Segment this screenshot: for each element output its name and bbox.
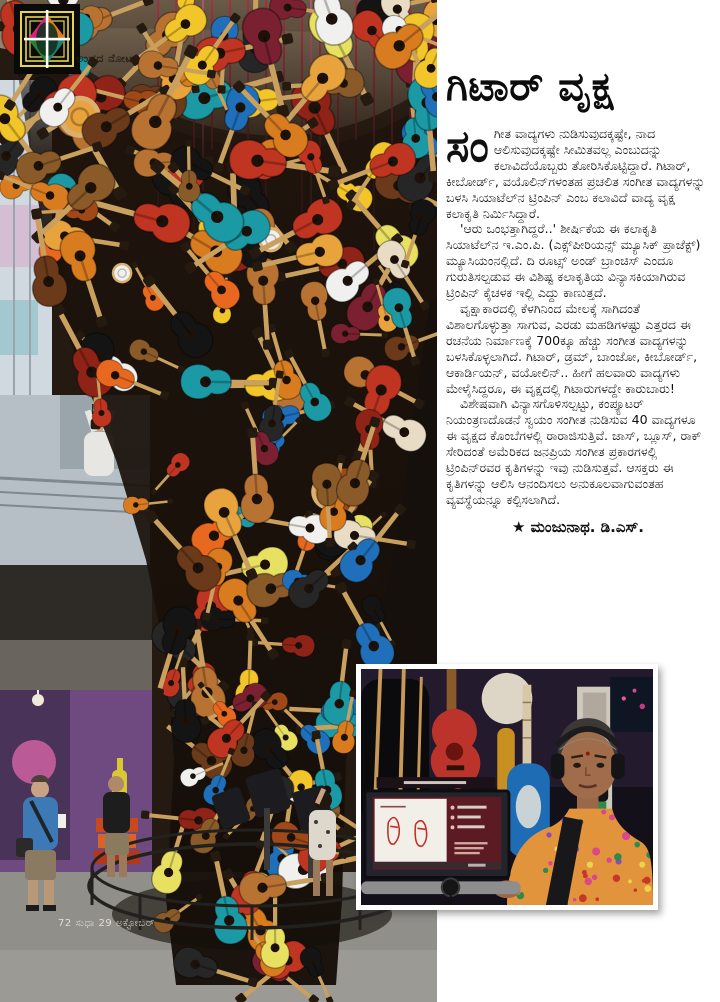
inset-photo-art	[361, 669, 653, 905]
dress-flower-dot	[609, 814, 615, 820]
dress-flower-dot	[628, 880, 632, 884]
article-column	[446, 64, 710, 536]
section-logo	[14, 4, 80, 74]
audio-knob[interactable]	[442, 878, 460, 896]
kiosk-monitor	[361, 777, 521, 905]
dress-flower-dot	[595, 897, 599, 901]
dress-flower-dot	[639, 862, 645, 868]
dress-flower-dot	[585, 878, 592, 885]
dress-flower-dot	[543, 868, 548, 873]
page-footer: 72 ಸುಧಾ 29 ಅಕ್ಟೋಬರ್	[58, 918, 155, 929]
page-title: ಗಿಟಾರ್ ವೃಕ್ಷ	[446, 64, 614, 110]
paragraph-1	[446, 121, 710, 221]
article-body	[446, 121, 710, 508]
byline: ★ ಮಂಜುನಾಥ. ಡಿ.ಎಸ್.	[512, 517, 644, 536]
dress-flower-dot	[645, 885, 652, 892]
dress-flower-dot	[546, 832, 551, 837]
dress-flower-dot	[606, 857, 611, 863]
dress-flower-dot	[614, 853, 622, 861]
paragraph-4: ವಿಶೇಷವಾಗಿ ವಿನ್ಯಾಸಗೊಳಿಸಲ್ಪಟ್ಟು, ಕಂಪ್ಯೂಟರ್ ನಿಯಂತ್ರಣದೊಡನೆ ಸ್ವಯಂ ಸಂಗೀತ ನುಡಿಸುವ 40 ವಾದ್ಯಗಳೂ ಈ ವೃಕ್ಷದ ಕೊಂಬೆಗಳಲ್ಲಿ ರಾರಾಜಿಸುತ್ತಿವೆ. ಜಾಸ್, ಬ್ಲೂಸ್, ರಾಕ್ ಸೇರಿದಂತೆ ಅಮೆರಿಕದ ಜನಪ್ರಿಯ ಸಂಗೀತ ಪ್ರಕಾರಗಳಲ್ಲಿ ಟ್ರಿಂಪಿನ್‌ರವರ ಕೃತಿಗಳನ್ನು ಇವು ನುಡಿಸುತ್ತವೆ. ಆಸಕ್ತರು ಈ ಕೃತಿಗಳನ್ನು ಆಲಿಸಿ ಆನಂದಿಸಲು ಅನುಕೂಲವಾಗುವಂತಹ ವ್ಯವಸ್ಥೆಯನ್ನೂ ಕಲ್ಪಿಸಲಾಗಿದೆ.	[446, 396, 702, 507]
dress-flower-dot	[579, 894, 587, 902]
dress-flower-dot	[634, 842, 640, 848]
paragraph-2: 'ಆರು ಒಂಭತ್ತಾಗಿದ್ದರೆ..' ಶೀರ್ಷಿಕೆಯ ಈ ಕಲಾಕೃತಿ ಸಿಯಾಟೆಲ್‌ನ ಇ.ಎಂ.ಪಿ. (ಎಕ್ಸ್‌ಪೀರಿಯನ್ಸ್ ಮ್ಯೂಸಿಕ್ ಪ್ರಾಜೆಕ್ಟ್) ಮ್ಯೂಸಿಯಂನಲ್ಲಿದೆ. ದಿ ರೂಟ್ಸ್ ಅಂಡ್ ಬ್ರಾಂಚಿಸ್ ಎಂದೂ ಗುರುತಿಸಲ್ಪಡುವ ಈ ವಿಶಿಷ್ಟ ಕಲಾಕೃತಿಯ ವಿನ್ಯಾಸಕಿಯಾಗಿರುವ ಟ್ರಿಂಪಿನ್ ಕೈಚಳಕ ಇಲ್ಲಿ ಎದ್ದು ಕಾಣುತ್ತದೆ.	[446, 221, 701, 301]
hand-rail	[361, 881, 521, 894]
bindi	[586, 752, 590, 756]
inset-photo	[356, 664, 658, 910]
dress-flower-dot	[601, 810, 606, 815]
dress-flower-dot	[613, 875, 620, 882]
dress-flower-dot	[587, 862, 593, 868]
headphone-earcup-right	[611, 754, 625, 780]
dress-flower-dot	[573, 898, 577, 902]
paragraph-1-text: ಗೀತ ವಾದ್ಯಗಳು ನುಡಿಸುವುದಕ್ಕಷ್ಟೇ, ನಾದ ಆಲಿಸುವುದಕ್ಕಷ್ಟೇ ಸೀಮಿತವಲ್ಲ ಎಂಬುದನ್ನು ಕಲಾವಿದೆಯೊಬ್ಬರು ತೋರಿಸಿಕೊಟ್ಟಿದ್ದಾರೆ. ಗಿಟಾರ್, ಕೀಬೋರ್ಡ್, ವಯೊಲಿನ್‌ಗಳಂತಹ ಪ್ರಚಲಿತ ಸಂಗೀತ ವಾದ್ಯಗಳನ್ನು ಬಳಸಿ ಸಿಯಾಟೆಲ್‌ನ ಟ್ರಿಂಪಿನ್ ಎಂಬ ಕಲಾವಿದೆ ವಾದ್ಯ ವೃಕ್ಷ ಕಲಾಕೃತಿ ನಿರ್ಮಿಸಿದ್ದಾರೆ.	[446, 126, 706, 221]
dress-flower-dot	[643, 877, 650, 884]
dress-flower-dot	[583, 873, 588, 878]
section-tag: ಅಂದದ ನೋಟ	[76, 52, 134, 65]
dropcap: ಸಂ	[446, 121, 489, 172]
headphone-earcup-left	[551, 754, 565, 780]
dress-flower-dot	[592, 847, 600, 855]
dress-flower-dot	[548, 861, 552, 866]
paragraph-3: ವೃಕ್ಷಾಕಾರದಲ್ಲಿ ಕೆಳಗಿನಿಂದ ಮೇಲಕ್ಕೆ ಸಾಗಿದಂತೆ ವಿಶಾಲಗೊಳ್ಳುತ್ತಾ ಸಾಗುವ, ಎರಡು ಮಹಡಿಗಳಷ್ಟು ಎತ್ತರದ ಈ ರಚನೆಯ ನಿರ್ಮಾಣಕ್ಕೆ 700ಕ್ಕೂ ಹೆಚ್ಚು ಸಂಗೀತ ವಾದ್ಯಗಳನ್ನು ಬಳಸಿಕೊಳ್ಳಲಾಗಿದೆ. ಗಿಟಾರ್, ಡ್ರಮ್, ಬಾಂಜೋ, ಕೀಬೋರ್ಡ್, ಆಕಾರ್ಡಿಯನ್, ವಯೋಲಿನ್.. ಹೀಗೆ ಹಲವಾರು ವಾದ್ಯಗಳು ಮೇಳೈಸಿದ್ದರೂ, ಈ ವೃಕ್ಷದಲ್ಲಿ ಗಿಟಾರುಗಳದ್ದೇ ಕಾರುಬಾರು!	[446, 300, 698, 396]
dress-flower-dot	[592, 875, 597, 881]
dress-flower-dot	[634, 888, 638, 892]
section-logo-art	[14, 4, 80, 74]
